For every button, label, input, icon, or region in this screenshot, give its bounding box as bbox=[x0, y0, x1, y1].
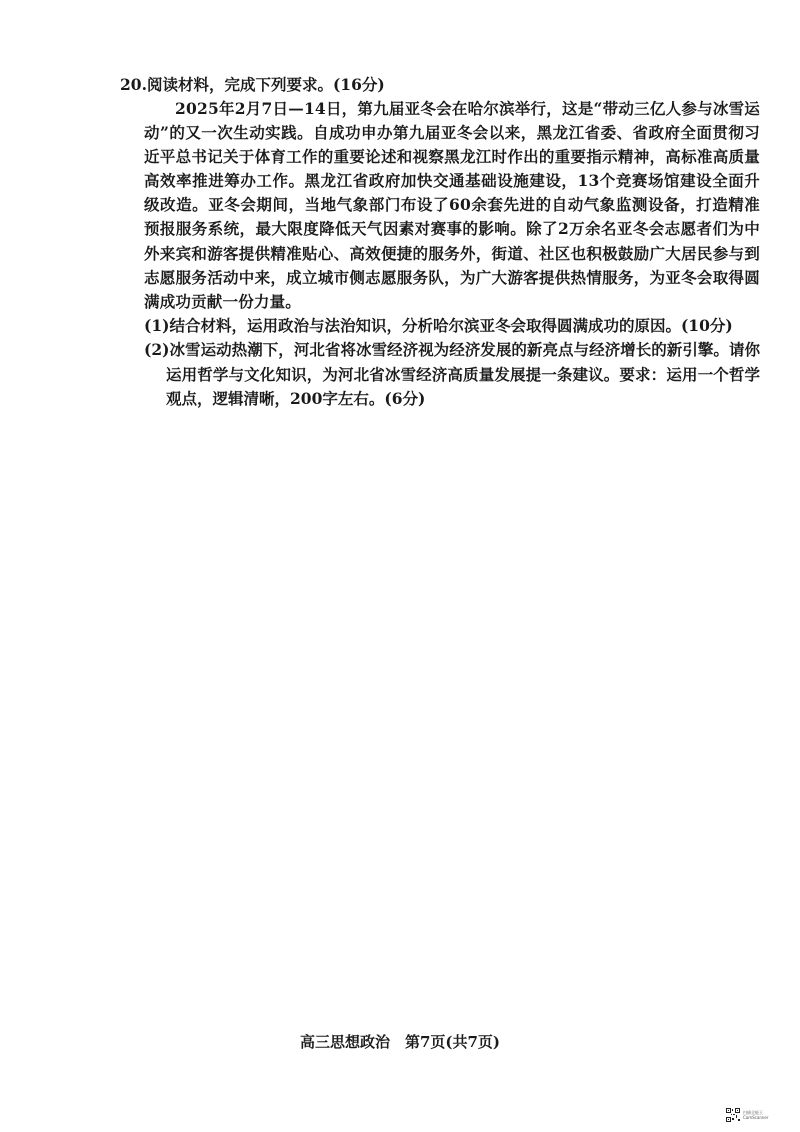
material-paragraph: 2025年2月7日—14日，第九届亚冬会在哈尔滨举行，这是“带动三亿人参与冰雪运动”的又一次生动实践。自成功申办第九届亚冬会以来，黑龙江省委、省政府全面贯彻习近平总书记关于体育工作的重要论述和视察黑龙江时作出的重要指示精神，高标准高质量高效率推进筹办工作。黑龙江省政府加快交通基础设施建设，13个竞赛场馆建设全面升级改造。亚冬会期间，当地气象部门布设了60余套先进的自动气象监测设备，打造精准预报服务系统，最大限度降低天气因素对赛事的影响。除了2万余名亚冬会志愿者们为中外来宾和游客提供精准贴心、高效便捷的服务外，街道、社区也积极鼓励广大居民参与到志愿服务活动中来，成立城市侧志愿服务队，为广大游客提供热情服务，为亚冬会取得圆满成功贡献一份力量。 bbox=[144, 99, 760, 311]
scanner-label-line2: CamScanner bbox=[743, 1115, 769, 1120]
qr-code-icon bbox=[726, 1108, 740, 1122]
scanner-watermark bbox=[726, 1108, 769, 1122]
task-1: (1)结合材料，运用政治与法治知识，分析哈尔滨亚冬会取得圆满成功的原因。(10分) bbox=[144, 316, 733, 335]
page-footer: 高三思想政治 第7页(共7页) bbox=[299, 1033, 501, 1051]
scanner-label-line1: 扫描全能王 bbox=[743, 1110, 763, 1115]
question-heading: 20.阅读材料，完成下列要求。(16分) bbox=[120, 75, 385, 94]
scanner-label bbox=[743, 1110, 769, 1120]
task-2: (2)冰雪运动热潮下，河北省将冰雪经济视为经济发展的新亮点与经济增长的新引擎。请你运用哲学与文化知识，为河北省冰雪经济高质量发展提一条建议。要求：运用一个哲学观点，逻辑清晰，200字左右。(6分) bbox=[144, 340, 760, 408]
